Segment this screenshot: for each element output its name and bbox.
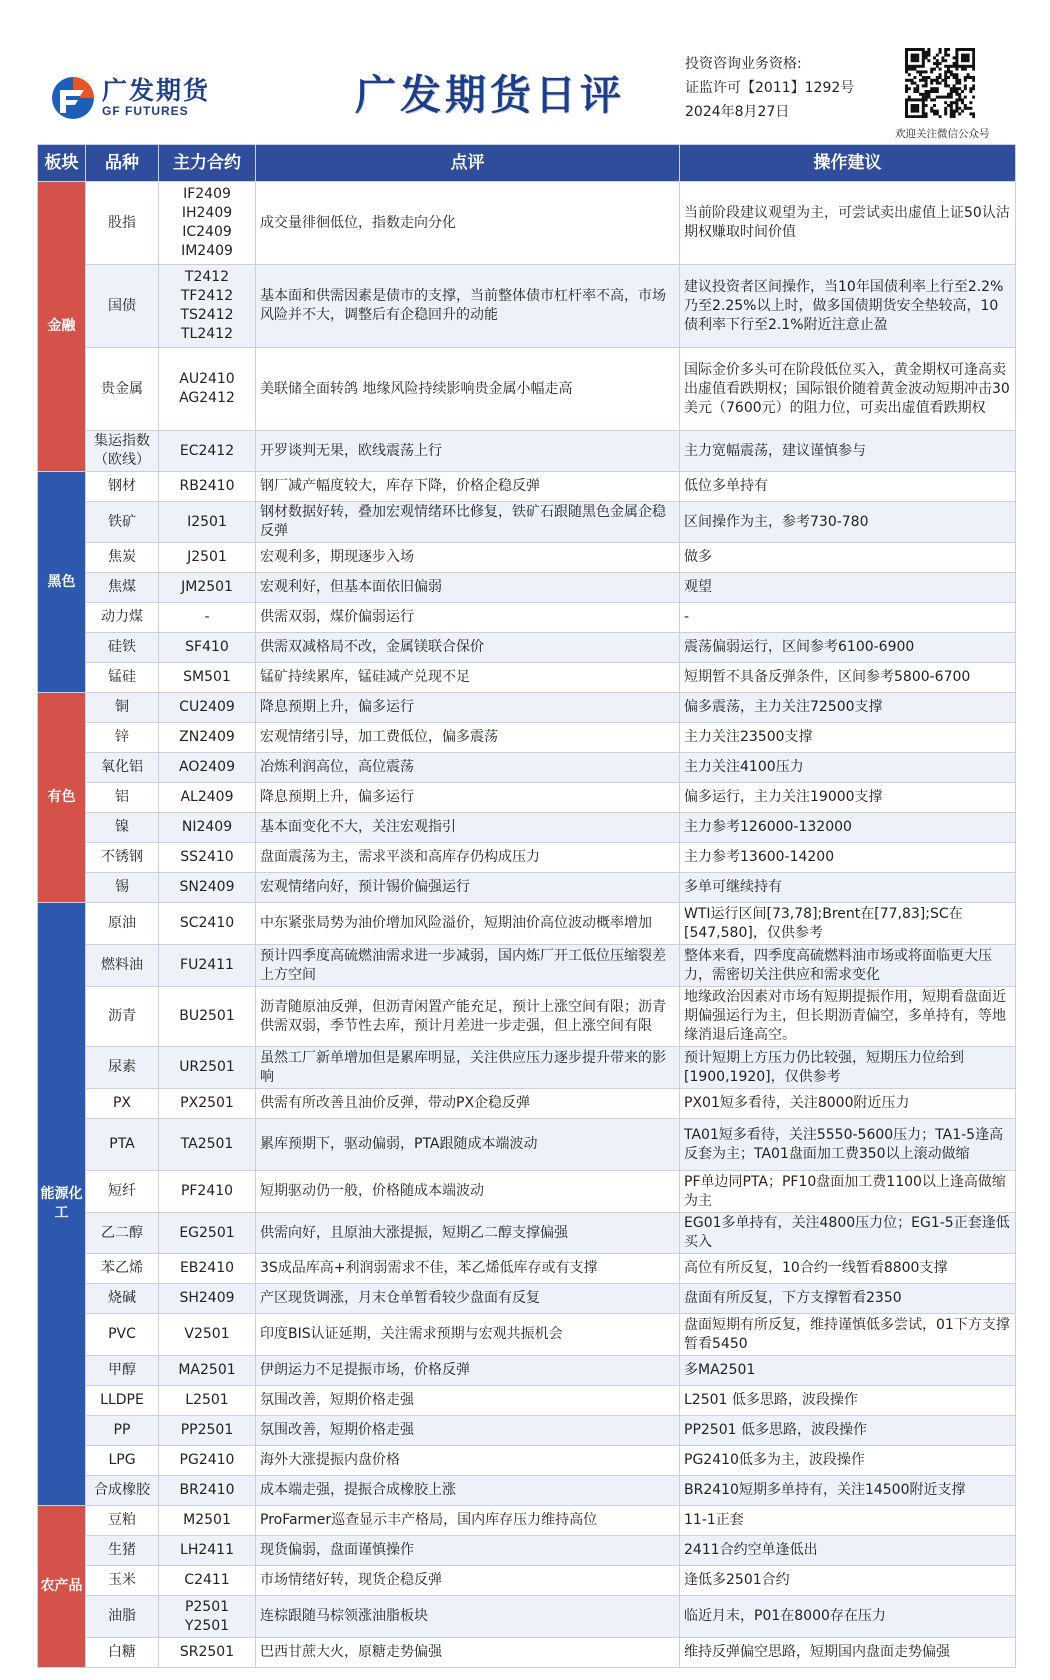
contract-cell: T2412 TF2412 TS2412 TL2412	[159, 265, 256, 348]
comment-cell: 宏观利好，但基本面依旧偏弱	[256, 573, 680, 603]
contract-cell: -	[159, 603, 256, 633]
contract-cell: C2411	[159, 1566, 256, 1596]
contract-cell: ZN2409	[159, 723, 256, 753]
table-row	[38, 945, 1016, 987]
contract-cell: PP2501	[159, 1416, 256, 1446]
table-row	[38, 987, 1016, 1047]
variety-cell: 贵金属	[86, 348, 159, 431]
table-row	[38, 1416, 1016, 1446]
table-row	[38, 431, 1016, 472]
contract-cell: M2501	[159, 1506, 256, 1536]
table-row	[38, 783, 1016, 813]
variety-cell: PVC	[86, 1314, 159, 1356]
contract-cell: RB2410	[159, 472, 256, 502]
variety-cell: 锡	[86, 873, 159, 903]
variety-cell: 甲醇	[86, 1356, 159, 1386]
variety-cell: 铝	[86, 783, 159, 813]
column-header: 板块	[38, 145, 86, 182]
contract-cell: PG2410	[159, 1446, 256, 1476]
column-header: 品种	[86, 145, 159, 182]
comment-cell: 海外大涨提振内盘价格	[256, 1446, 680, 1476]
table-row	[38, 873, 1016, 903]
contract-cell: AU2410 AG2412	[159, 348, 256, 431]
contract-cell: IF2409 IH2409 IC2409 IM2409	[159, 182, 256, 265]
contract-cell: AL2409	[159, 783, 256, 813]
comment-cell: 宏观利多，期现逐步入场	[256, 543, 680, 573]
sector-label: 黑色	[38, 472, 86, 693]
page-title: 广发期货日评	[355, 71, 625, 119]
advice-cell: PX01短多看待，关注8000附近压力	[680, 1089, 1016, 1119]
advice-cell: 建议投资者区间操作，当10年国债利率上行至2.2%乃至2.25%以上时，做多国债期货安全垫较高，10债利率下行至2.1%附近注意止盈	[680, 265, 1016, 348]
table-row	[38, 1386, 1016, 1416]
contract-cell: SR2501	[159, 1638, 256, 1668]
variety-cell: 玉米	[86, 1566, 159, 1596]
sector-label: 金融	[38, 182, 86, 472]
comment-cell: 降息预期上升，偏多运行	[256, 693, 680, 723]
variety-cell: 油脂	[86, 1596, 159, 1638]
comment-cell: 钢厂减产幅度较大，库存下降，价格企稳反弹	[256, 472, 680, 502]
comment-cell: 3S成品库高+利润弱需求不佳，苯乙烯低库存或有支撑	[256, 1254, 680, 1284]
table-row	[38, 1638, 1016, 1668]
commentary-table	[37, 144, 1016, 1668]
comment-cell: 宏观情绪向好，预计锡价偏强运行	[256, 873, 680, 903]
advice-cell: 偏多震荡，主力关注72500支撑	[680, 693, 1016, 723]
advice-cell: 国际金价多头可在阶段低位买入，黄金期权可逢高卖出虚值看跌期权；国际银价随着黄金波动短期冲击30美元（7600元）的阻力位，可卖出虚值看跌期权	[680, 348, 1016, 431]
comment-cell: 降息预期上升，偏多运行	[256, 783, 680, 813]
advice-cell: PF单边同PTA；PF10盘面加工费1100以上逢高做缩为主	[680, 1171, 1016, 1213]
advice-cell: 11-1正套	[680, 1506, 1016, 1536]
contract-cell: SS2410	[159, 843, 256, 873]
comment-cell: 氛围改善，短期价格走强	[256, 1416, 680, 1446]
advice-cell: 高位有所反复，10合约一线暂看8800支撑	[680, 1254, 1016, 1284]
advice-cell: 主力参考126000-132000	[680, 813, 1016, 843]
variety-cell: 锌	[86, 723, 159, 753]
contract-cell: SH2409	[159, 1284, 256, 1314]
variety-cell: 沥青	[86, 987, 159, 1047]
variety-cell: 烧碱	[86, 1284, 159, 1314]
contract-cell: SF410	[159, 633, 256, 663]
table-row	[38, 1171, 1016, 1213]
comment-cell: 美联储全面转鸽 地缘风险持续影响贵金属小幅走高	[256, 348, 680, 431]
comment-cell: 基本面和供需因素是债市的支撑，当前整体债市杠杆率不高，市场风险并不大，调整后有企稳回升的动能	[256, 265, 680, 348]
comment-cell: 连棕跟随马棕领涨油脂板块	[256, 1596, 680, 1638]
variety-cell: 尿素	[86, 1047, 159, 1089]
table-row	[38, 693, 1016, 723]
variety-cell: 合成橡胶	[86, 1476, 159, 1506]
variety-cell: 不锈钢	[86, 843, 159, 873]
table-row	[38, 1213, 1016, 1254]
contract-cell: V2501	[159, 1314, 256, 1356]
advice-cell: EG01多单持有，关注4800压力位；EG1-5正套逢低买入	[680, 1213, 1016, 1254]
advice-cell: WTI运行区间[73,78];Brent在[77,83];SC在[547,580]，仅供参考	[680, 903, 1016, 945]
comment-cell: 盘面震荡为主，需求平淡和高库存仍构成压力	[256, 843, 680, 873]
variety-cell: 焦炭	[86, 543, 159, 573]
variety-cell: 铜	[86, 693, 159, 723]
comment-cell: 基本面变化不大，关注宏观指引	[256, 813, 680, 843]
advice-cell: -	[680, 603, 1016, 633]
contract-cell: EC2412	[159, 431, 256, 472]
variety-cell: 国债	[86, 265, 159, 348]
advice-cell: 做多	[680, 543, 1016, 573]
advice-cell: L2501 低多思路，波段操作	[680, 1386, 1016, 1416]
comment-cell: 宏观情绪引导，加工费低位，偏多震荡	[256, 723, 680, 753]
advice-cell: PP2501 低多思路，波段操作	[680, 1416, 1016, 1446]
qr-caption: 欢迎关注微信公众号	[895, 128, 990, 140]
variety-cell: 短纤	[86, 1171, 159, 1213]
contract-cell: PF2410	[159, 1171, 256, 1213]
column-header: 点评	[256, 145, 680, 182]
advice-cell: 短期暂不具备反弹条件，区间参考5800-6700	[680, 663, 1016, 693]
company-logo	[50, 75, 210, 121]
advice-cell: PG2410低多为主，波段操作	[680, 1446, 1016, 1476]
comment-cell: 预计四季度高硫燃油需求进一步减弱，国内炼厂开工低位压缩裂差上方空间	[256, 945, 680, 987]
comment-cell: 冶炼利润高位，高位震荡	[256, 753, 680, 783]
table-row	[38, 265, 1016, 348]
variety-cell: 硅铁	[86, 633, 159, 663]
contract-cell: BR2410	[159, 1476, 256, 1506]
comment-cell: 伊朗运力不足提振市场，价格反弹	[256, 1356, 680, 1386]
report-date: 2024年8月27日	[685, 104, 790, 120]
contract-cell: BU2501	[159, 987, 256, 1047]
comment-cell: 巴西甘蔗大火，原糖走势偏强	[256, 1638, 680, 1668]
gf-logo-icon	[50, 75, 96, 121]
variety-cell: 镍	[86, 813, 159, 843]
table-row	[38, 1446, 1016, 1476]
advice-cell: 主力关注4100压力	[680, 753, 1016, 783]
contract-cell: EB2410	[159, 1254, 256, 1284]
comment-cell: 产区现货调涨，月末仓单暂看较少盘面有反复	[256, 1284, 680, 1314]
table-row	[38, 1314, 1016, 1356]
comment-cell: 沥青随原油反弹，但沥青闲置产能充足，预计上涨空间有限；沥青供需双弱，季节性去库，预计月差进一步走强，但上涨空间有限	[256, 987, 680, 1047]
variety-cell: 股指	[86, 182, 159, 265]
table-row	[38, 663, 1016, 693]
variety-cell: LPG	[86, 1446, 159, 1476]
comment-cell: 市场情绪好转，现货企稳反弹	[256, 1566, 680, 1596]
advice-cell: 维持反弹偏空思路，短期国内盘面走势偏强	[680, 1638, 1016, 1668]
comment-cell: 成本端走强，提振合成橡胶上涨	[256, 1476, 680, 1506]
variety-cell: PTA	[86, 1119, 159, 1171]
variety-cell: 集运指数（欧线）	[86, 431, 159, 472]
variety-cell: PX	[86, 1089, 159, 1119]
table-row	[38, 1566, 1016, 1596]
table-row	[38, 633, 1016, 663]
advice-cell: 震荡偏弱运行，区间参考6100-6900	[680, 633, 1016, 663]
variety-cell: 苯乙烯	[86, 1254, 159, 1284]
table-row	[38, 843, 1016, 873]
table-row	[38, 1536, 1016, 1566]
advice-cell: BR2410短期多单持有，关注14500附近支撑	[680, 1476, 1016, 1506]
comment-cell: 成交量徘徊低位，指数走向分化	[256, 182, 680, 265]
qr-code-icon	[905, 48, 975, 118]
advice-cell: 低位多单持有	[680, 472, 1016, 502]
table-row	[38, 903, 1016, 945]
advice-cell: 2411合约空单逢低出	[680, 1536, 1016, 1566]
comment-cell: ProFarmer巡查显示丰产格局，国内库存压力维持高位	[256, 1506, 680, 1536]
table-row	[38, 472, 1016, 502]
table-row	[38, 1596, 1016, 1638]
advice-cell: 多单可继续持有	[680, 873, 1016, 903]
contract-cell: FU2411	[159, 945, 256, 987]
comment-cell: 锰矿持续累库，锰硅减产兑现不足	[256, 663, 680, 693]
advice-cell: 预计短期上方压力仍比较强，短期压力位给到[1900,1920]，仅供参考	[680, 1047, 1016, 1089]
contract-cell: PX2501	[159, 1089, 256, 1119]
contract-cell: EG2501	[159, 1213, 256, 1254]
variety-cell: 动力煤	[86, 603, 159, 633]
table-row	[38, 1047, 1016, 1089]
contract-cell: SN2409	[159, 873, 256, 903]
contract-cell: AO2409	[159, 753, 256, 783]
table-row	[38, 813, 1016, 843]
qualification-block	[685, 52, 854, 124]
contract-cell: CU2409	[159, 693, 256, 723]
advice-cell: 地缘政治因素对市场有短期提振作用，短期看盘面近期偏强运行为主，但长期沥青偏空，多单持有，等地缘消退后逢高空。	[680, 987, 1016, 1047]
advice-cell: 当前阶段建议观望为主，可尝试卖出虚值上证50认沽期权赚取时间价值	[680, 182, 1016, 265]
qualification-label: 投资咨询业务资格:	[685, 56, 802, 72]
contract-cell: NI2409	[159, 813, 256, 843]
contract-cell: I2501	[159, 502, 256, 543]
advice-cell: 盘面短期有所反复，维持谨慎低多尝试，01下方支撑暂看5450	[680, 1314, 1016, 1356]
advice-cell: 主力宽幅震荡，建议谨慎参与	[680, 431, 1016, 472]
comment-cell: 钢材数据好转，叠加宏观情绪环比修复，铁矿石跟随黑色金属企稳反弹	[256, 502, 680, 543]
column-header: 主力合约	[159, 145, 256, 182]
variety-cell: 乙二醇	[86, 1213, 159, 1254]
sector-label: 农产品	[38, 1506, 86, 1668]
comment-cell: 中东紧张局势为油价增加风险溢价，短期油价高位波动概率增加	[256, 903, 680, 945]
contract-cell: J2501	[159, 543, 256, 573]
table-row	[38, 1089, 1016, 1119]
comment-cell: 供需向好，且原油大涨提振，短期乙二醇支撑偏强	[256, 1213, 680, 1254]
comment-cell: 现货偏弱，盘面谨慎操作	[256, 1536, 680, 1566]
variety-cell: 钢材	[86, 472, 159, 502]
contract-cell: LH2411	[159, 1536, 256, 1566]
variety-cell: 铁矿	[86, 502, 159, 543]
contract-cell: SM501	[159, 663, 256, 693]
table-row	[38, 753, 1016, 783]
comment-cell: 氛围改善，短期价格走强	[256, 1386, 680, 1416]
comment-cell: 开罗谈判无果，欧线震荡上行	[256, 431, 680, 472]
advice-cell: 临近月末，P01在8000存在压力	[680, 1596, 1016, 1638]
table-row	[38, 543, 1016, 573]
table-row	[38, 573, 1016, 603]
advice-cell: 偏多运行，主力关注19000支撑	[680, 783, 1016, 813]
column-header: 操作建议	[680, 145, 1016, 182]
logo-en: GF FUTURES	[102, 104, 189, 118]
license-number: 证监许可【2011】1292号	[685, 80, 855, 96]
variety-cell: LLDPE	[86, 1386, 159, 1416]
contract-cell: TA2501	[159, 1119, 256, 1171]
table-row	[38, 348, 1016, 431]
table-header-row	[38, 145, 1016, 182]
sector-label: 能源化工	[38, 903, 86, 1506]
comment-cell: 短期驱动仍一般，价格随成本端波动	[256, 1171, 680, 1213]
comment-cell: 供需双减格局不改，金属镁联合保价	[256, 633, 680, 663]
comment-cell: 虽然工厂新单增加但是累库明显，关注供应压力逐步提升带来的影响	[256, 1047, 680, 1089]
table-row	[38, 182, 1016, 265]
comment-cell: 累库预期下，驱动偏弱，PTA跟随成本端波动	[256, 1119, 680, 1171]
table-row	[38, 1356, 1016, 1386]
contract-cell: MA2501	[159, 1356, 256, 1386]
variety-cell: 白糖	[86, 1638, 159, 1668]
advice-cell: 区间操作为主，参考730-780	[680, 502, 1016, 543]
advice-cell: TA01短多看待，关注5550-5600压力；TA1-5逢高反套为主；TA01盘面加工费350以上滚动做缩	[680, 1119, 1016, 1171]
table-row	[38, 723, 1016, 753]
variety-cell: 原油	[86, 903, 159, 945]
variety-cell: 生猪	[86, 1536, 159, 1566]
table-row	[38, 1506, 1016, 1536]
contract-cell: L2501	[159, 1386, 256, 1416]
variety-cell: 豆粕	[86, 1506, 159, 1536]
table-row	[38, 502, 1016, 543]
variety-cell: PP	[86, 1416, 159, 1446]
advice-cell: 观望	[680, 573, 1016, 603]
table-row	[38, 1254, 1016, 1284]
comment-cell: 供需有所改善且油价反弹，带动PX企稳反弹	[256, 1089, 680, 1119]
advice-cell: 逢低多2501合约	[680, 1566, 1016, 1596]
comment-cell: 供需双弱，煤价偏弱运行	[256, 603, 680, 633]
advice-cell: 多MA2501	[680, 1356, 1016, 1386]
advice-cell: 主力关注23500支撑	[680, 723, 1016, 753]
advice-cell: 主力参考13600-14200	[680, 843, 1016, 873]
table-row	[38, 1119, 1016, 1171]
variety-cell: 焦煤	[86, 573, 159, 603]
variety-cell: 燃料油	[86, 945, 159, 987]
logo-cn: 广发期货	[102, 76, 211, 105]
contract-cell: UR2501	[159, 1047, 256, 1089]
comment-cell: 印度BIS认证延期，关注需求预期与宏观共振机会	[256, 1314, 680, 1356]
table-row	[38, 1476, 1016, 1506]
variety-cell: 氧化铝	[86, 753, 159, 783]
table-row	[38, 603, 1016, 633]
report-header	[0, 0, 1050, 142]
sector-label: 有色	[38, 693, 86, 903]
variety-cell: 锰硅	[86, 663, 159, 693]
advice-cell: 盘面有所反复，下方支撑暂看2350	[680, 1284, 1016, 1314]
contract-cell: SC2410	[159, 903, 256, 945]
advice-cell: 整体来看，四季度高硫燃料油市场或将面临更大压力，需密切关注供应和需求变化	[680, 945, 1016, 987]
contract-cell: P2501 Y2501	[159, 1596, 256, 1638]
table-row	[38, 1284, 1016, 1314]
contract-cell: JM2501	[159, 573, 256, 603]
